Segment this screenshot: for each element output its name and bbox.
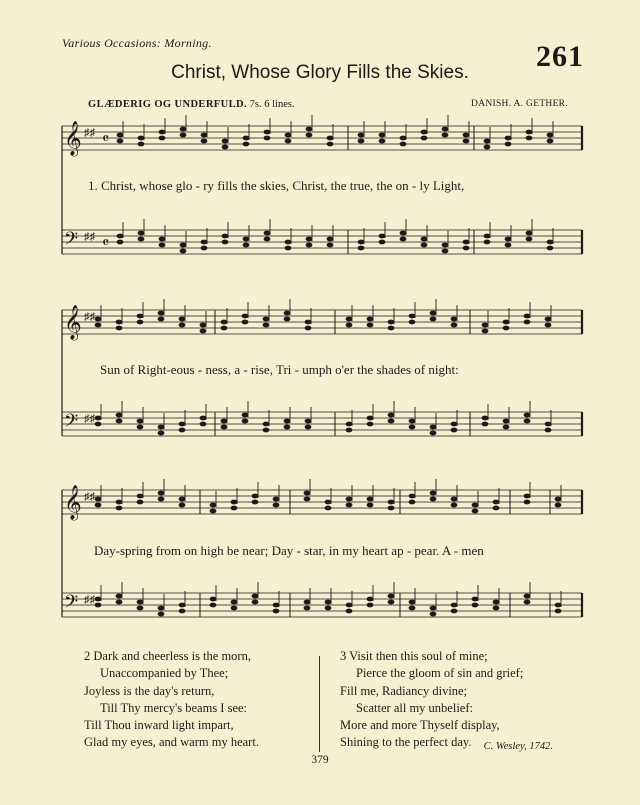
note-head — [137, 419, 144, 424]
note-head — [231, 600, 238, 605]
note-head — [388, 506, 395, 511]
note-head — [263, 422, 270, 427]
note-head — [421, 130, 428, 135]
note-head — [180, 127, 187, 132]
note-head — [158, 425, 165, 430]
note-head — [346, 603, 353, 608]
note-head — [505, 243, 512, 248]
note-head — [159, 130, 166, 135]
note-head — [545, 317, 552, 322]
note-head — [243, 136, 250, 141]
note-head — [388, 600, 395, 605]
note-head — [325, 500, 332, 505]
note-head — [95, 317, 102, 322]
note-head — [367, 422, 374, 427]
note-head — [451, 603, 458, 608]
note-head — [327, 243, 334, 248]
note-head — [400, 231, 407, 236]
note-head — [526, 231, 533, 236]
note-head — [346, 497, 353, 502]
note-head — [210, 597, 217, 602]
note-head — [180, 243, 187, 248]
note-head — [367, 416, 374, 421]
note-head — [430, 491, 437, 496]
note-head — [367, 497, 374, 502]
note-head — [463, 133, 470, 138]
note-head — [409, 494, 416, 499]
note-head — [388, 326, 395, 331]
note-head — [158, 311, 165, 316]
note-head — [482, 329, 489, 334]
note-head — [526, 130, 533, 135]
note-head — [200, 422, 207, 427]
note-head — [137, 425, 144, 430]
note-head — [117, 240, 124, 245]
note-head — [117, 139, 124, 144]
note-head — [451, 317, 458, 322]
note-head — [179, 609, 186, 614]
stanza-line: Pierce the gloom of sin and grief; — [356, 666, 524, 681]
stanza-line: Till Thou inward light impart, — [84, 718, 234, 733]
note-head — [325, 600, 332, 605]
note-head — [95, 603, 102, 608]
note-head — [231, 500, 238, 505]
stanza-divider — [319, 656, 320, 752]
note-head — [221, 320, 228, 325]
common-time-icon: 𝄴 — [102, 131, 110, 148]
note-head — [200, 416, 207, 421]
note-head — [545, 422, 552, 427]
note-head — [430, 311, 437, 316]
note-head — [463, 139, 470, 144]
note-head — [463, 240, 470, 245]
section-header: Various Occasions: Morning. — [62, 36, 212, 50]
note-head — [243, 243, 250, 248]
key-signature-icon: ♯♯ — [84, 491, 95, 503]
note-head — [346, 609, 353, 614]
note-head — [210, 509, 217, 514]
lyric-line-1: 1. Christ, whose glo - ry fills the skies, Christ, the true, the on - ly Light, — [88, 178, 465, 193]
note-head — [325, 506, 332, 511]
note-head — [116, 506, 123, 511]
note-head — [505, 142, 512, 147]
stanza-3 — [340, 648, 523, 752]
tune-meter: 7s. 6 lines. — [249, 99, 295, 110]
note-head — [367, 503, 374, 508]
note-head — [304, 600, 311, 605]
note-head — [221, 425, 228, 430]
note-head — [367, 323, 374, 328]
note-head — [305, 326, 312, 331]
note-head — [484, 240, 491, 245]
note-head — [545, 323, 552, 328]
note-head — [252, 600, 259, 605]
lyric-line-3: Day-spring from on high be near; Day - star, in my heart ap - pear. A - men — [94, 543, 484, 558]
stanza-line: Joyless is the day's return, — [84, 683, 215, 698]
note-head — [442, 133, 449, 138]
note-head — [273, 503, 280, 508]
note-head — [484, 234, 491, 239]
note-head — [472, 597, 479, 602]
note-head — [442, 243, 449, 248]
stanza-2 — [84, 648, 259, 752]
note-head — [505, 136, 512, 141]
note-head — [252, 594, 259, 599]
note-head — [524, 494, 531, 499]
note-head — [379, 133, 386, 138]
note-head — [524, 320, 531, 325]
note-head — [367, 603, 374, 608]
note-head — [116, 326, 123, 331]
note-head — [451, 323, 458, 328]
note-head — [264, 130, 271, 135]
note-head — [222, 240, 229, 245]
stanza-line: More and more Thyself display, — [340, 718, 500, 733]
treble-clef-icon: 𝄞 — [64, 305, 82, 340]
note-head — [409, 500, 416, 505]
key-signature-icon: ♯♯ — [84, 594, 95, 606]
note-head — [503, 320, 510, 325]
note-head — [285, 246, 292, 251]
note-head — [388, 594, 395, 599]
note-head — [179, 497, 186, 502]
stanza-line: Till Thy mercy's beams I see: — [100, 700, 248, 715]
note-head — [526, 136, 533, 141]
note-head — [116, 419, 123, 424]
note-head — [305, 320, 312, 325]
note-head — [306, 127, 313, 132]
note-head — [242, 419, 249, 424]
note-head — [264, 237, 271, 242]
note-head — [273, 609, 280, 614]
stanza-line: Fill me, Radiancy divine; — [340, 683, 468, 698]
note-head — [430, 431, 437, 436]
note-head — [482, 422, 489, 427]
note-head — [158, 612, 165, 617]
note-head — [555, 497, 562, 502]
note-head — [273, 497, 280, 502]
note-head — [231, 506, 238, 511]
bass-clef-icon: 𝄢 — [64, 229, 79, 254]
note-head — [137, 606, 144, 611]
note-head — [158, 431, 165, 436]
key-signature-icon: ♯♯ — [84, 127, 95, 139]
note-head — [430, 317, 437, 322]
note-head — [180, 133, 187, 138]
bass-clef-icon: 𝄢 — [64, 592, 79, 617]
note-head — [137, 500, 144, 505]
note-head — [116, 594, 123, 599]
note-head — [243, 142, 250, 147]
note-head — [451, 609, 458, 614]
note-head — [526, 237, 533, 242]
note-head — [201, 139, 208, 144]
note-head — [252, 494, 259, 499]
note-head — [243, 237, 250, 242]
bass-clef-icon: 𝄢 — [64, 411, 79, 436]
note-head — [327, 237, 334, 242]
note-head — [524, 500, 531, 505]
note-head — [409, 314, 416, 319]
page-number: 379 — [311, 754, 329, 766]
note-head — [242, 413, 249, 418]
note-head — [358, 246, 365, 251]
treble-clef-icon: 𝄞 — [64, 485, 82, 520]
note-head — [284, 317, 291, 322]
note-head — [409, 320, 416, 325]
note-head — [346, 503, 353, 508]
note-head — [116, 500, 123, 505]
note-head — [388, 419, 395, 424]
note-head — [409, 425, 416, 430]
note-head — [95, 503, 102, 508]
note-head — [524, 600, 531, 605]
note-head — [547, 246, 554, 251]
note-head — [555, 603, 562, 608]
note-head — [367, 597, 374, 602]
note-head — [179, 422, 186, 427]
stanza-line: 3 Visit then this soul of mine; — [340, 649, 488, 663]
note-head — [409, 419, 416, 424]
note-head — [547, 133, 554, 138]
treble-clef-icon: 𝄞 — [64, 121, 82, 156]
note-head — [284, 419, 291, 424]
note-head — [400, 237, 407, 242]
note-head — [116, 413, 123, 418]
note-head — [484, 145, 491, 150]
stanza-line: Unaccompanied by Thee; — [100, 666, 229, 681]
note-head — [116, 600, 123, 605]
key-signature-icon: ♯♯ — [84, 231, 95, 243]
note-head — [442, 127, 449, 132]
note-head — [400, 136, 407, 141]
stanza-line: Shining to the perfect day. — [340, 735, 472, 750]
tune-name: GLÆDERIG OG UNDERFULD. — [88, 99, 248, 110]
note-head — [388, 413, 395, 418]
note-head — [482, 323, 489, 328]
note-head — [273, 603, 280, 608]
note-head — [505, 237, 512, 242]
note-head — [180, 249, 187, 254]
note-head — [555, 609, 562, 614]
note-head — [95, 597, 102, 602]
note-head — [409, 600, 416, 605]
note-head — [242, 314, 249, 319]
note-head — [421, 237, 428, 242]
note-head — [379, 139, 386, 144]
stanza-line: 2 Dark and cheerless is the morn, — [84, 649, 251, 663]
note-head — [503, 425, 510, 430]
note-head — [358, 133, 365, 138]
note-head — [346, 428, 353, 433]
note-head — [221, 326, 228, 331]
note-head — [284, 311, 291, 316]
note-head — [305, 425, 312, 430]
note-head — [358, 240, 365, 245]
note-head — [327, 136, 334, 141]
note-head — [138, 237, 145, 242]
note-head — [242, 320, 249, 325]
note-head — [137, 314, 144, 319]
note-head — [263, 323, 270, 328]
note-head — [95, 422, 102, 427]
note-head — [264, 231, 271, 236]
note-head — [430, 612, 437, 617]
note-head — [158, 317, 165, 322]
note-head — [545, 428, 552, 433]
note-head — [284, 425, 291, 430]
note-head — [305, 419, 312, 424]
note-head — [358, 139, 365, 144]
note-head — [304, 491, 311, 496]
note-head — [503, 326, 510, 331]
note-head — [304, 497, 311, 502]
note-head — [285, 240, 292, 245]
note-head — [524, 594, 531, 599]
note-head — [306, 237, 313, 242]
note-head — [200, 323, 207, 328]
note-head — [285, 133, 292, 138]
note-head — [379, 240, 386, 245]
note-head — [547, 240, 554, 245]
note-head — [222, 139, 229, 144]
hymn-title: Christ, Whose Glory Fills the Skies. — [171, 62, 469, 83]
note-head — [117, 133, 124, 138]
note-head — [264, 136, 271, 141]
note-head — [210, 503, 217, 508]
note-head — [451, 497, 458, 502]
key-signature-icon: ♯♯ — [84, 311, 95, 323]
note-head — [201, 246, 208, 251]
key-signature-icon: ♯♯ — [84, 413, 95, 425]
note-head — [482, 416, 489, 421]
note-head — [409, 606, 416, 611]
note-head — [346, 422, 353, 427]
author-credit: C. Wesley, 1742. — [483, 741, 553, 752]
note-head — [137, 320, 144, 325]
note-head — [158, 491, 165, 496]
note-head — [304, 606, 311, 611]
note-head — [158, 497, 165, 502]
note-head — [430, 606, 437, 611]
note-head — [327, 142, 334, 147]
note-head — [221, 419, 228, 424]
composer-attribution: DANISH. A. GETHER. — [471, 99, 568, 109]
note-head — [179, 603, 186, 608]
note-head — [159, 136, 166, 141]
note-head — [493, 600, 500, 605]
note-head — [493, 500, 500, 505]
note-head — [555, 503, 562, 508]
note-head — [442, 249, 449, 254]
note-head — [400, 142, 407, 147]
note-head — [138, 142, 145, 147]
note-head — [451, 422, 458, 427]
note-head — [158, 606, 165, 611]
note-head — [201, 133, 208, 138]
note-head — [263, 317, 270, 322]
note-head — [484, 139, 491, 144]
note-head — [325, 606, 332, 611]
note-head — [200, 329, 207, 334]
note-head — [388, 500, 395, 505]
note-head — [367, 317, 374, 322]
note-head — [421, 136, 428, 141]
note-head — [430, 497, 437, 502]
note-head — [472, 509, 479, 514]
note-head — [346, 323, 353, 328]
note-head — [493, 506, 500, 511]
note-head — [179, 323, 186, 328]
note-head — [346, 317, 353, 322]
note-head — [201, 240, 208, 245]
note-head — [524, 314, 531, 319]
note-head — [138, 231, 145, 236]
note-head — [138, 136, 145, 141]
note-head — [472, 603, 479, 608]
note-head — [388, 320, 395, 325]
note-head — [472, 503, 479, 508]
note-head — [95, 323, 102, 328]
note-head — [503, 419, 510, 424]
note-head — [421, 243, 428, 248]
note-head — [463, 246, 470, 251]
common-time-icon: 𝄴 — [102, 235, 110, 252]
note-head — [285, 139, 292, 144]
stanza-line: Scatter all my unbelief: — [356, 700, 473, 715]
note-head — [379, 234, 386, 239]
note-head — [306, 133, 313, 138]
note-head — [222, 234, 229, 239]
note-head — [451, 503, 458, 508]
note-head — [493, 606, 500, 611]
note-head — [524, 419, 531, 424]
note-head — [306, 243, 313, 248]
note-head — [137, 494, 144, 499]
note-head — [430, 425, 437, 430]
note-head — [179, 317, 186, 322]
note-head — [451, 428, 458, 433]
note-head — [159, 243, 166, 248]
note-head — [137, 600, 144, 605]
note-head — [95, 497, 102, 502]
hymn-number: 261 — [536, 40, 584, 73]
note-head — [95, 416, 102, 421]
note-head — [547, 139, 554, 144]
stanza-line: Glad my eyes, and warm my heart. — [84, 735, 259, 750]
note-head — [231, 606, 238, 611]
note-head — [222, 145, 229, 150]
note-head — [524, 413, 531, 418]
note-head — [179, 503, 186, 508]
note-head — [210, 603, 217, 608]
lyric-line-2: Sun of Right-eous - ness, a - rise, Tri - umph o'er the shades of night: — [100, 362, 459, 377]
note-head — [116, 320, 123, 325]
note-head — [179, 428, 186, 433]
note-head — [252, 500, 259, 505]
note-head — [263, 428, 270, 433]
note-head — [159, 237, 166, 242]
note-head — [117, 234, 124, 239]
